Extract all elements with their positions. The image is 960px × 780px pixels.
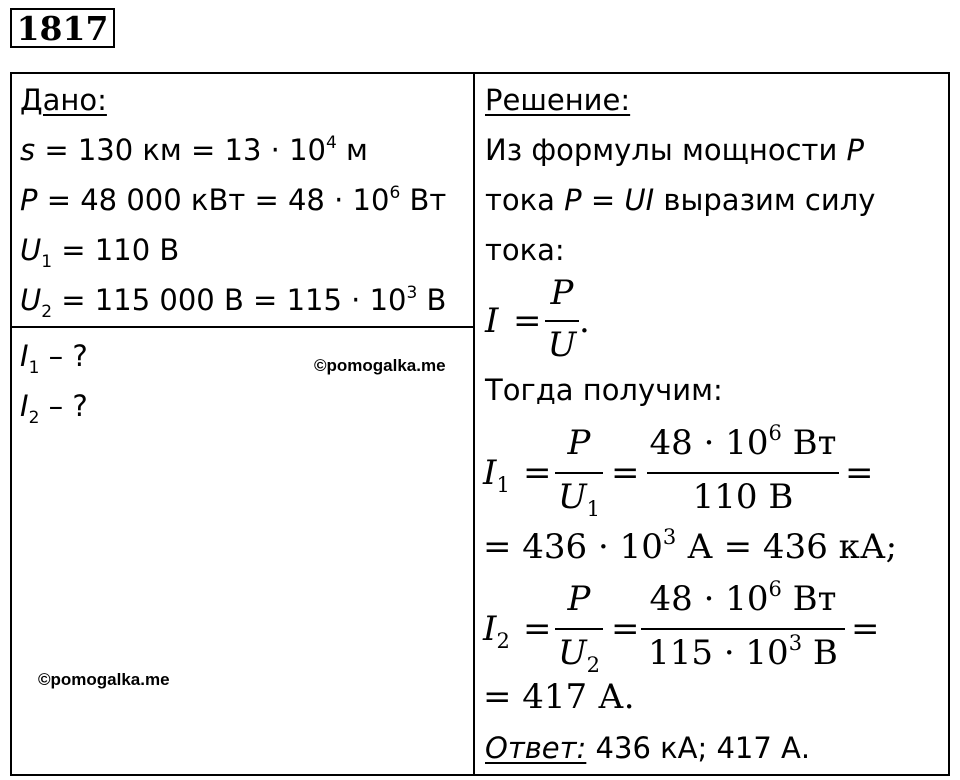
solution-text-line1: Из формулы мощности P — [485, 133, 865, 167]
result-i2: = 417 А. — [483, 677, 635, 717]
formula-i1: $I_1$ = P $U_1$ = $48 \cdot 10^6$ Вт 110 В = — [483, 421, 874, 521]
find-i1: $I_1$ – ? — [20, 339, 88, 378]
formula-ohm: I = P U . — [485, 273, 590, 365]
given-s: s = 130 км = $13 \cdot 10^4$ м — [20, 133, 368, 167]
result-i1: = $436 \cdot 10^3$ А = 436 кА; — [483, 525, 898, 567]
given-p: P = 48 000 кВт = $48 \cdot 10^6$ Вт — [20, 183, 447, 217]
given-u1: $U_1 = 110$ В — [20, 233, 180, 272]
solution-text-line3: тока: — [485, 233, 565, 267]
find-i2: $I_2$ – ? — [20, 389, 88, 428]
solution-then: Тогда получим: — [485, 373, 723, 407]
watermark: ©pomogalka.me — [38, 670, 170, 689]
answer-line: Ответ: 436 кА; 417 А. — [485, 731, 811, 765]
given-u2: $U_2 = 115$ 000 $В = 115 \cdot 10^3$ В — [20, 283, 447, 322]
column-divider — [473, 72, 475, 776]
solution-header: Решение: — [485, 83, 631, 117]
problem-number: 1817 — [10, 8, 115, 48]
watermark: ©pomogalka.me — [314, 356, 446, 375]
formula-i2: $I_2$ = P $U_2$ = $48 \cdot 10^6$ Вт $115 \cdot 10^3$ В = — [483, 577, 880, 677]
given-find-divider — [10, 326, 475, 328]
given-header: Дано: — [20, 83, 107, 117]
solution-text-line2: тока P = UI выразим силу — [485, 183, 876, 217]
